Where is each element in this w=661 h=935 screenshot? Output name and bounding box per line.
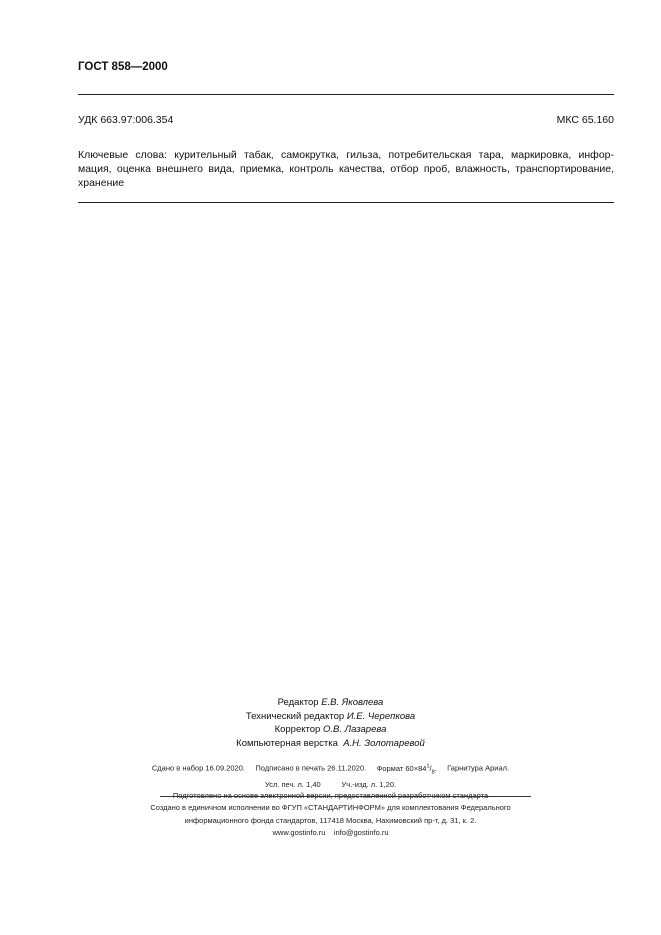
proofreader-row: [0, 723, 661, 737]
tech-editor-label: Технический редактор: [245, 710, 345, 722]
publisher-line-1: Создано в единичном исполнении во ФГУП «СТАНДАРТИНФОРМ» для комплектования Федерального: [150, 803, 511, 812]
layout-row: [0, 737, 661, 751]
print-info-row-2: [0, 779, 661, 791]
udc-code: УДК 663.97:006.354: [78, 114, 174, 126]
keywords-line-3: хранение: [78, 177, 125, 189]
signed-date: Подписано в печать 26.11.2020.: [255, 763, 367, 773]
publisher-line-2: информационного фонда стандартов, 117418 Москва, Нахимовский пр-т, д. 31, к. 2.: [184, 815, 477, 825]
submitted-date: Сдано в набор 16.09.2020.: [151, 763, 245, 773]
publisher-block: [0, 802, 661, 840]
layout-name: А.Н. Золотаревой: [343, 737, 425, 749]
proofreader-label: Корректор: [274, 724, 321, 735]
keywords-block: [78, 148, 614, 190]
tech-editor-row: [0, 710, 661, 724]
editor-label: Редактор: [277, 697, 319, 708]
header-rule: [78, 94, 614, 95]
credits-block: [0, 696, 661, 750]
editor-row: [0, 696, 661, 710]
publisher-email: info@gostinfo.ru: [333, 828, 389, 837]
editor-name: Е.В. Яковлева: [321, 697, 384, 708]
publisher-website: www.gostinfo.ru: [272, 828, 326, 837]
proofreader-name: О.В. Лазарева: [322, 724, 387, 735]
publisher-sheets: Уч.-изд. л. 1,20.: [341, 779, 397, 789]
publisher-contacts: [0, 827, 661, 840]
keywords-line-1: Ключевые слова: курительный табак, самокрутка, гильза, потребительская тара, маркировка, инфор-: [78, 149, 614, 161]
prepared-note: Подготовлено на основе электронной версии, предоставленной разработчиком стандарта: [172, 791, 489, 800]
tech-editor-name: И.Е. Черепкова: [346, 710, 416, 722]
print-info-row-1: [0, 761, 661, 779]
footer-rule: [160, 796, 531, 797]
ics-code: МКС 65.160: [556, 114, 614, 126]
typeface: Гарнитура Ариал.: [447, 763, 510, 773]
standard-code: ГОСТ 858—2000: [78, 61, 168, 73]
keywords-line-2: мация, оценка внешнего вида, приемка, контроль качества, отбор проб, влажность, транспортирование,: [78, 163, 614, 175]
paper-format: Формат $60\times 84^1/_8$.: [376, 763, 437, 775]
printed-sheets: Усл. печ. л. 1,40: [264, 779, 321, 789]
layout-label: Компьютерная верстка: [236, 737, 338, 749]
keywords-rule: [78, 202, 614, 203]
